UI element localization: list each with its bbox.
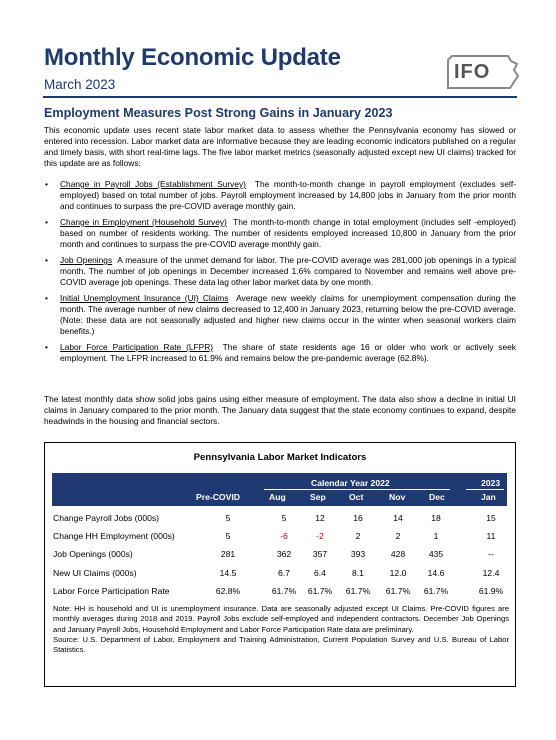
table-cell: 61.7% xyxy=(345,586,371,596)
row-label: Change HH Employment (000s) xyxy=(53,531,175,541)
table-cell: 6.7 xyxy=(278,568,290,578)
row-label: Labor Force Participation Rate xyxy=(53,586,170,596)
metric-description: The month-to-month change in total employment (includes self -employed) based on number of residents working. The number of residents employed increased 10,800 in January from the prior month and continues to surpass the pre-COVID average monthly gain. xyxy=(60,217,516,249)
table-cell: 61.9% xyxy=(478,586,504,596)
metric-description: The share of state residents age 16 or older who work or actively seek employment. The LFPR increased to 61.9% and remains below the pre-pandemic average (62.8%). xyxy=(60,342,516,363)
metric-description: Average new weekly claims for unemployment compensation during the month. The average number of new claims decreased to 12,400 in January 2023, returning below the pre-COVID average. (Note: these data are not seasonally adjusted and higher new claims occur in the winter when seasonal workers claim benefits.) xyxy=(60,293,517,336)
bullet-icon: • xyxy=(45,217,48,227)
group-underline-2022 xyxy=(264,489,450,490)
table-cell-negative: -2 xyxy=(316,531,324,541)
table-cell: 1 xyxy=(433,531,439,541)
metric-description: A measure of the unmet demand for labor. The pre-COVID average was 281,000 job openings in a typical month. The number of job openings in December increased 1.6% compared to November and remains well above pre-COVID average job openings. These data lag other labor market data by one month. xyxy=(60,255,516,287)
table-cell: 428 xyxy=(390,549,406,559)
table-cell: 14.6 xyxy=(427,568,445,578)
col-header-nov: Nov xyxy=(389,492,406,502)
table-header xyxy=(52,473,507,506)
table-cell: 435 xyxy=(428,549,444,559)
list-item xyxy=(44,217,516,250)
table-cell: 281 xyxy=(220,549,236,559)
list-item xyxy=(44,179,516,212)
table-cell: 11 xyxy=(486,531,496,541)
list-item xyxy=(44,293,516,337)
row-label: New UI Claims (000s) xyxy=(53,568,137,578)
logo-text: IFO xyxy=(454,61,491,83)
col-header-sep: Sep xyxy=(310,492,326,502)
table-notes xyxy=(53,604,509,655)
metric-term: Initial Unemployment Insurance (UI) Claims xyxy=(60,293,229,303)
metric-term: Change in Employment (Household Survey) xyxy=(60,217,227,227)
row-label: Change Payroll Jobs (000s) xyxy=(53,513,160,523)
table-cell: 14.5 xyxy=(219,568,237,578)
table-source: Source: U.S. Department of Labor, Employment and Training Administration, Current Population Survey and U.S. Bureau of Labor Statistics. xyxy=(53,634,509,655)
col-header-oct: Oct xyxy=(349,492,364,502)
group-header-2023: 2023 xyxy=(481,478,501,488)
table-cell: 15 xyxy=(486,513,496,523)
report-date: March 2023 xyxy=(44,77,116,92)
table-cell-negative: -6 xyxy=(280,531,288,541)
metric-list xyxy=(44,179,516,369)
table-cell: 5 xyxy=(225,513,231,523)
bullet-icon: • xyxy=(45,179,48,189)
col-header-jan: Jan xyxy=(481,492,496,502)
table-cell: 61.7% xyxy=(423,586,449,596)
table-cell: 62.8% xyxy=(215,586,241,596)
list-item xyxy=(44,255,516,288)
group-header-2022: Calendar Year 2022 xyxy=(311,478,390,488)
row-label: Job Openings (000s) xyxy=(53,549,133,559)
ifo-logo xyxy=(444,54,520,94)
section-heading: Employment Measures Post Strong Gains in January 2023 xyxy=(44,106,393,120)
intro-paragraph: This economic update uses recent state labor market data to assess whether the Pennsylvania economy has slowed or entered into recession. Labor market data are informative because they are leading economic indicators published on a regular and timely basis, with short real-time lags. The five labor market metrics (seasonally adjusted except new UI claims) tracked for this update are as follows: xyxy=(44,125,516,168)
table-cell: 6.4 xyxy=(314,568,326,578)
list-item xyxy=(44,342,516,364)
table-cell: 61.7% xyxy=(385,586,411,596)
table-cell: 61.7% xyxy=(271,586,297,596)
table-title: Pennsylvania Labor Market Indicators xyxy=(193,452,367,463)
metric-term: Labor Force Participation Rate (LFPR) xyxy=(60,342,214,352)
col-header-dec: Dec xyxy=(429,492,445,502)
col-header-aug: Aug xyxy=(269,492,286,502)
table-note: Note: HH is household and UI is unemployment insurance. Data are seasonally adjusted except UI Claims. Pre-COVID figures are monthly averages during 2018 and 2019. Payroll Jobs exclude self-employed and independent contractors. December Job Openings and January Payroll Jobs, Household Employment and Labor Force Participation Rate data are preliminary. xyxy=(53,604,509,634)
bullet-icon: • xyxy=(45,293,48,303)
table-cell: 357 xyxy=(312,549,328,559)
table-cell: 362 xyxy=(276,549,292,559)
table-cell: 12.4 xyxy=(482,568,500,578)
bullet-icon: • xyxy=(45,342,48,352)
metric-description: The month-to-month change in payroll employment (excludes self-employed) based on total number of jobs. Payroll employment increased by 14,800 jobs in January from the prior month and continues to surpass the pre-COVID average monthly gain. xyxy=(60,179,516,211)
table-cell: 14 xyxy=(393,513,403,523)
table-cell: 2 xyxy=(355,531,361,541)
table-cell: 18 xyxy=(431,513,441,523)
metric-term: Job Openings xyxy=(60,255,113,265)
table-cell: 8.1 xyxy=(352,568,364,578)
table-cell: -- xyxy=(488,549,494,559)
table-cell: 12 xyxy=(315,513,325,523)
table-cell: 12.0 xyxy=(389,568,407,578)
table-cell: 5 xyxy=(281,513,287,523)
table-cell: 393 xyxy=(350,549,366,559)
table-cell: 61.7% xyxy=(307,586,333,596)
indicators-table xyxy=(44,442,516,687)
table-cell: 16 xyxy=(353,513,363,523)
metric-term: Change in Payroll Jobs (Establishment Survey) xyxy=(60,179,246,189)
table-cell: 5 xyxy=(225,531,231,541)
page-title: Monthly Economic Update xyxy=(44,44,341,71)
title-divider xyxy=(43,96,517,98)
group-underline-2023 xyxy=(466,489,504,490)
bullet-icon: • xyxy=(45,255,48,265)
closing-paragraph: The latest monthly data show solid jobs gains using either measure of employment. The data also show a decline in initial UI claims in January compared to the prior month. The January data suggest that the state economy continues to expand, despite headwinds in the housing and financial sectors. xyxy=(44,394,516,426)
col-header-precovid: Pre-COVID xyxy=(196,492,240,502)
table-cell: 2 xyxy=(395,531,401,541)
